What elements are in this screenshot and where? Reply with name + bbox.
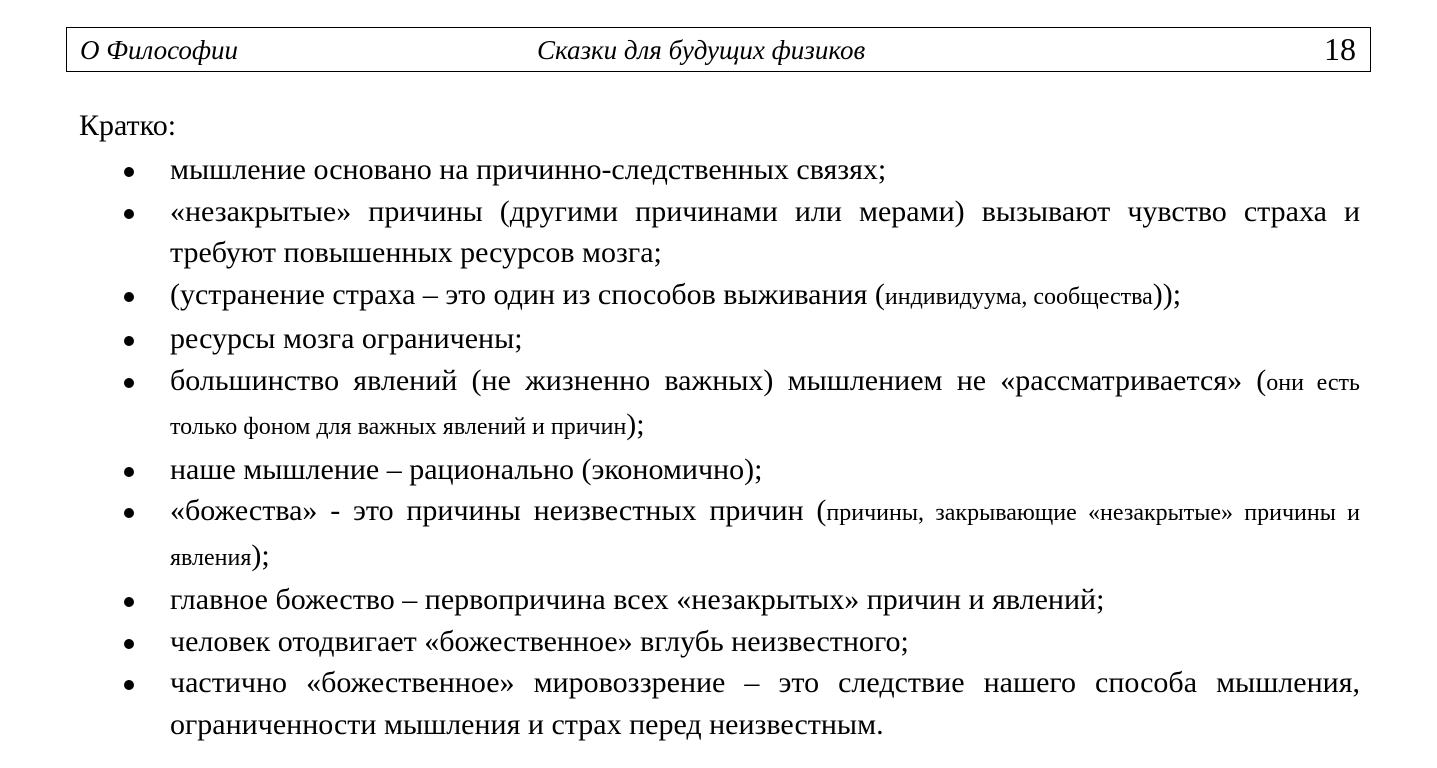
bullet-icon [120,191,142,233]
bullet-icon [120,274,142,316]
list-item-text [170,360,1360,449]
list-item-text-small: они есть только фоном для важных явлений и причин [170,369,1360,440]
list-item-text-main: (устранение страха – это один из способов выживания ( [170,277,885,311]
list-item-text [170,274,1360,319]
page-number: 18 [1324,31,1356,67]
bullet-icon [120,490,142,532]
bullet-icon [120,662,142,704]
list-item-text: человек отодвигает «божественное» вглубь неизвестного; [170,624,909,658]
list-item-text-main: большинство явлений (не жизненно важных) мышлением не «рассматривается» ( [170,363,1267,397]
bullet-icon [120,449,142,491]
list-item-text-end: )); [1152,277,1182,311]
bullet-icon [120,149,142,191]
intro-heading: Кратко: [79,109,177,142]
bullet-icon [120,579,142,621]
list-item [120,621,1360,663]
list-item-text-end: ); [626,408,645,441]
list-item [120,318,1360,360]
list-item [120,149,1360,191]
list-item-text [170,490,1360,579]
list-item-text-small: причины, закрывающие «незакрытые» причины и явления [170,500,1360,571]
list-item-text-end: ); [251,538,270,572]
list-item [120,449,1360,491]
list-item-text: главное божество – первопричина всех «незакрытых» причин и явлений; [170,583,1105,616]
list-item-text: мышление основано на причинно-следственных связях; [170,153,887,186]
bullet-icon [120,318,142,360]
list-item-text: частично «божественное» мировоззрение – это следствие нашего способа мышления, ограниченности мышления и страх перед неизвестным. [170,666,1360,741]
header-book-title: Сказки для будущих физиков [537,35,866,65]
list-item-text: «незакрытые» причины (другими причинами или мерами) вызывают чувство страха и требуют повышенных ресурсов мозга; [170,194,1360,269]
list-item [120,490,1360,579]
bullet-icon [120,360,142,402]
bullet-icon [120,621,142,663]
list-item [120,360,1360,449]
list-item-text: ресурсы мозга ограничены; [170,322,523,355]
header-section-title: О Философии [80,35,239,65]
list-item [120,662,1360,745]
summary-list [120,149,1360,745]
list-item-text-small: индивидуума, сообщества [884,283,1153,310]
list-item [120,579,1360,621]
list-item [120,191,1360,274]
list-item-text-main: «божества» - это причины неизвестных причин ( [170,494,827,527]
list-item-text: наше мышление – рационально (экономично); [170,452,763,486]
list-item [120,274,1360,319]
page-header [66,27,1371,72]
